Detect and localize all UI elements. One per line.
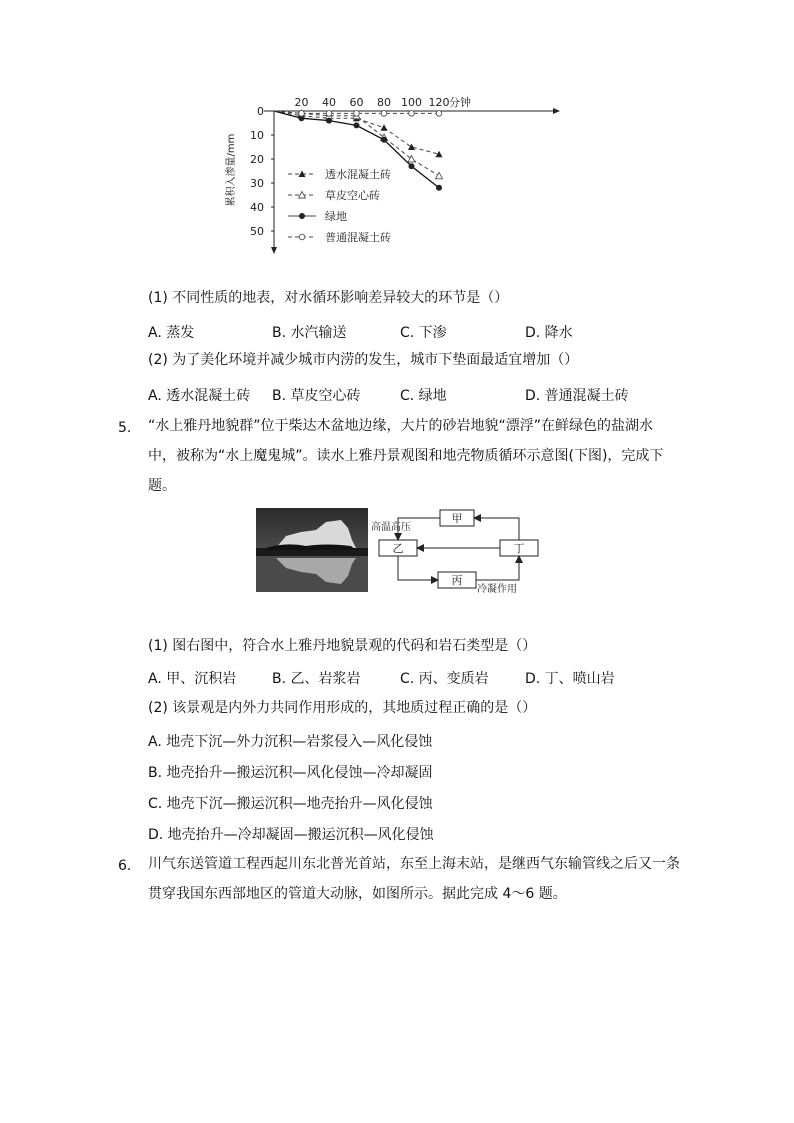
chart-legend bbox=[288, 167, 391, 244]
rock-cycle-diagram bbox=[368, 506, 554, 594]
box-jia-label: 甲 bbox=[451, 512, 463, 525]
box-bing-label: 丙 bbox=[451, 574, 463, 587]
arrow-bing-to-ding bbox=[476, 556, 519, 580]
q4-sub2-text: (2) 为了美化环境并减少城市内涝的发生，城市下垫面最适宜增加（） bbox=[148, 352, 579, 368]
box-yi-label: 乙 bbox=[392, 542, 404, 555]
infiltration-chart bbox=[225, 90, 565, 260]
q4-sub2-option-a: A. 透水混凝土砖 bbox=[148, 388, 251, 404]
q5-sub1-text: (1) 图右图中，符合水上雅丹地貌景观的代码和岩石类型是（） bbox=[148, 638, 537, 654]
q4-sub1-text: (1) 不同性质的地表，对水循环影响差异较大的环节是（） bbox=[148, 290, 509, 306]
q5-stem-line1: “水上雅丹地貌群”位于柴达木盆地边缘，大片的砂岩地貌“漂浮”在鲜绿色的盐湖水 bbox=[148, 418, 654, 434]
point-marker bbox=[354, 111, 360, 117]
q5-sub2-option-c: C. 地壳下沉—搬运沉积—地壳抬升—风化侵蚀 bbox=[148, 796, 433, 812]
x-tick-label: 20 bbox=[294, 96, 309, 109]
point-marker bbox=[326, 111, 332, 117]
point-marker bbox=[408, 144, 415, 151]
legend-label: 透水混凝土砖 bbox=[325, 168, 391, 181]
q5-stem-line2: 中，被称为“水上魔鬼城”。读水上雅丹景观图和地壳物质循环示意图(下图)，完成下 bbox=[148, 448, 664, 464]
arrow-ding-to-jia bbox=[474, 518, 519, 540]
q5-sub2-option-b: B. 地壳抬升—搬运沉积—风化侵蚀—冷却凝固 bbox=[148, 765, 433, 781]
q5-sub1-option-d: D. 丁、喷山岩 bbox=[525, 671, 615, 687]
point-marker bbox=[436, 172, 443, 179]
point-marker bbox=[299, 111, 305, 117]
point-marker bbox=[436, 185, 442, 191]
point-marker bbox=[436, 111, 442, 117]
q4-sub1-option-b: B. 水汽输送 bbox=[272, 325, 347, 341]
x-tick-label: 100 bbox=[401, 96, 422, 109]
y-tick-label: 30 bbox=[250, 177, 264, 190]
label-high-temp-pressure: 高温高压 bbox=[371, 522, 411, 533]
legend-label: 普通混凝土砖 bbox=[325, 231, 391, 244]
point-marker bbox=[381, 111, 387, 117]
point-marker bbox=[409, 111, 415, 117]
point-marker bbox=[326, 118, 332, 124]
x-tick-label: 60 bbox=[349, 96, 364, 109]
y-tick-label: 40 bbox=[250, 201, 264, 214]
q5-sub1-option-a: A. 甲、沉积岩 bbox=[148, 671, 237, 687]
q6-number: 6. bbox=[118, 858, 132, 874]
x-axis-arrow bbox=[553, 108, 560, 114]
point-marker bbox=[354, 122, 360, 128]
q5-sub2-option-d: D. 地壳抬升—冷却凝固—搬运沉积—风化侵蚀 bbox=[148, 827, 434, 843]
x-tick-label: 40 bbox=[322, 96, 336, 109]
q5-number: 5. bbox=[118, 420, 132, 436]
y-tick-label: 0 bbox=[257, 105, 264, 118]
y-tick-label: 20 bbox=[250, 153, 264, 166]
y-tick-label: 10 bbox=[250, 129, 264, 142]
chart-axes bbox=[225, 95, 560, 254]
point-marker bbox=[381, 124, 388, 131]
point-marker bbox=[299, 234, 305, 240]
y-axis-label: 累积入渗量/mm bbox=[226, 133, 237, 207]
point-marker bbox=[299, 213, 305, 219]
y-tick-label: 50 bbox=[250, 225, 264, 238]
q4-sub1-option-a: A. 蒸发 bbox=[148, 325, 195, 341]
q4-sub2-option-b: B. 草皮空心砖 bbox=[272, 388, 361, 404]
y-axis-arrow bbox=[271, 247, 277, 254]
q4-sub1-option-c: C. 下渗 bbox=[400, 325, 447, 341]
legend-label: 绿地 bbox=[325, 210, 347, 223]
q5-sub1-option-c: C. 丙、变质岩 bbox=[400, 671, 489, 687]
x-axis-unit: 分钟 bbox=[449, 96, 471, 109]
q6-stem-line2: 贯穿我国东西部地区的管道大动脉，如图所示。据此完成 4～6 题。 bbox=[148, 886, 567, 902]
q5-sub2-text: (2) 该景观是内外力共同作用形成的，其地质过程正确的是（） bbox=[148, 700, 537, 716]
q5-sub1-option-b: B. 乙、岩浆岩 bbox=[272, 671, 361, 687]
yardang-photo bbox=[256, 508, 368, 592]
q4-sub2-option-d: D. 普通混凝土砖 bbox=[525, 388, 629, 404]
q4-sub2-option-c: C. 绿地 bbox=[400, 388, 447, 404]
arrow-yi-to-bing bbox=[398, 556, 438, 580]
q5-sub2-option-a: A. 地壳下沉—外力沉积—岩浆侵入—风化侵蚀 bbox=[148, 734, 433, 750]
legend-label: 草皮空心砖 bbox=[325, 189, 380, 202]
x-tick-label: 120 bbox=[428, 96, 450, 109]
label-condensation: 冷凝作用 bbox=[477, 584, 517, 594]
x-tick-label: 80 bbox=[377, 96, 391, 109]
q5-stem-line3: 题。 bbox=[148, 478, 176, 494]
point-marker bbox=[381, 137, 387, 143]
box-ding-label: 丁 bbox=[513, 542, 525, 555]
q6-stem-line1: 川气东送管道工程西起川东北普光首站，东至上海末站，是继西气东输管线之后又一条 bbox=[148, 856, 680, 872]
q4-sub1-option-d: D. 降水 bbox=[525, 325, 573, 341]
point-marker bbox=[409, 163, 415, 169]
